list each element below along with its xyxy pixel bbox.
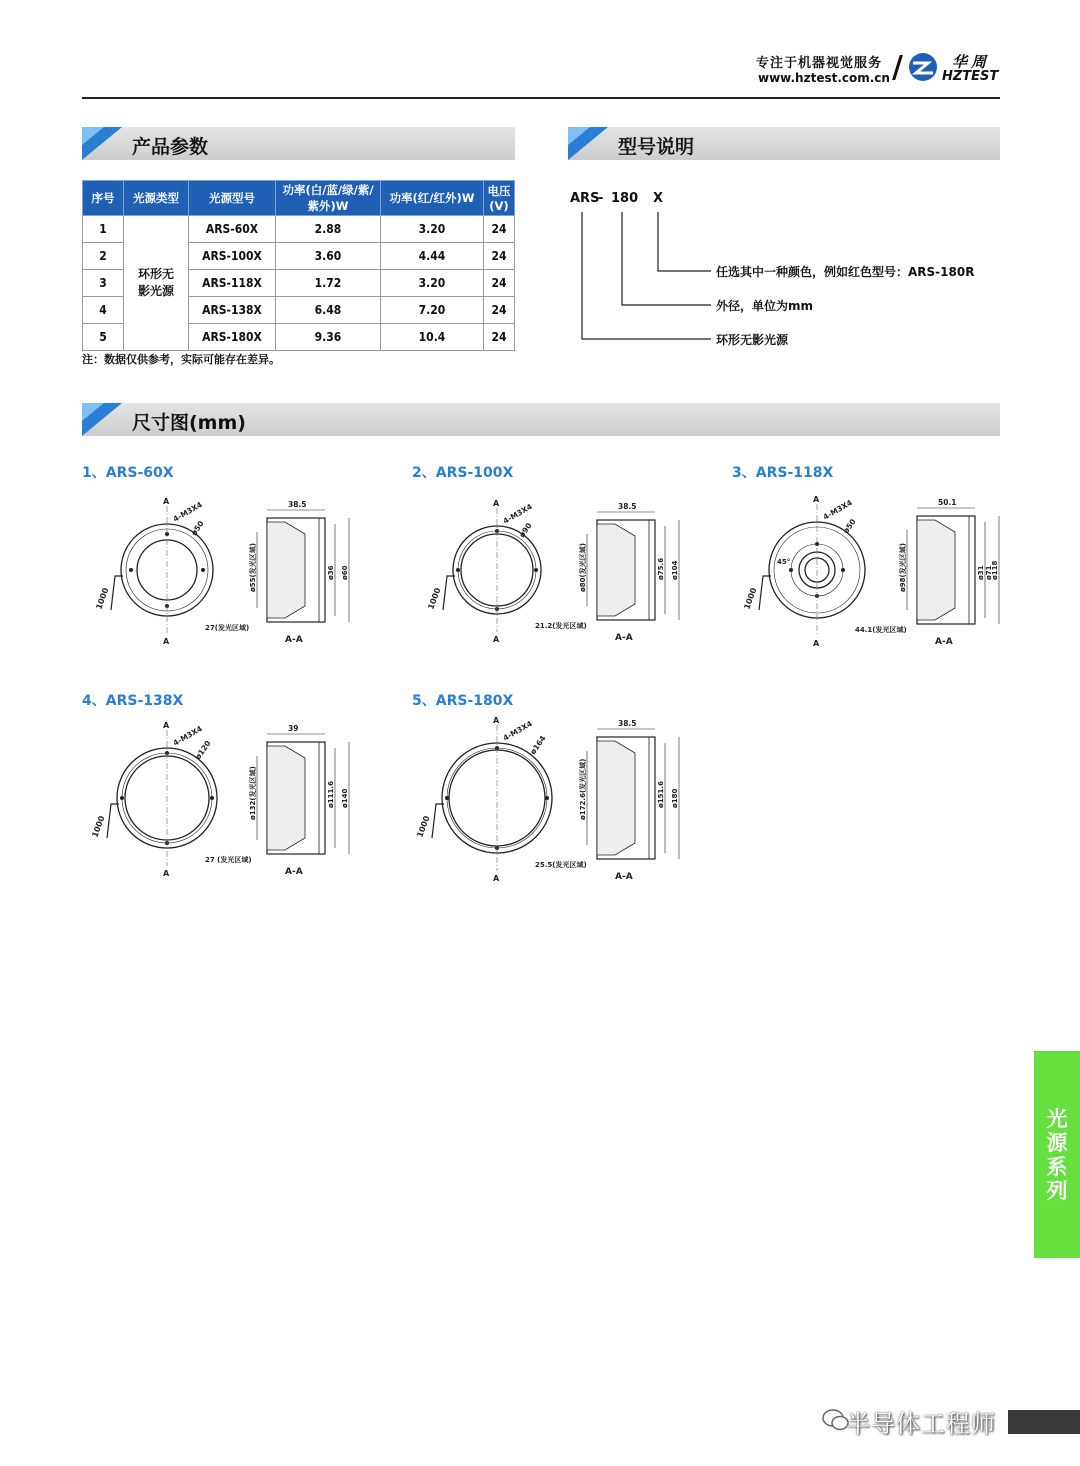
bottom-dim-label: 27 (发光区域) bbox=[205, 856, 252, 864]
section-view bbox=[257, 734, 349, 854]
table-note: 注：数据仅供参考，实际可能存在差异。 bbox=[82, 353, 280, 366]
hole-spec-label: 4-M3X4 bbox=[501, 501, 534, 526]
cell-model: ARS-138X bbox=[189, 297, 276, 324]
cell-p2: 4.44 bbox=[381, 243, 484, 270]
model-desc-size: 外径，单位为mm bbox=[716, 299, 814, 313]
section-marker-a: A bbox=[813, 639, 820, 648]
drawing-title: 3、ARS-118X bbox=[732, 465, 834, 481]
section-marker-a: A bbox=[163, 497, 170, 506]
section-label: A-A bbox=[285, 635, 303, 645]
cell-v: 24 bbox=[484, 243, 515, 270]
width-label: 38.5 bbox=[288, 500, 307, 509]
section-marker-icon bbox=[568, 127, 608, 160]
bottom-dim-label: 21.2(发光区域) bbox=[535, 622, 587, 630]
section-view bbox=[587, 729, 679, 859]
bottom-dim-label: 27(发光区域) bbox=[205, 624, 250, 632]
inner-diameter-label: ø31 bbox=[977, 565, 985, 580]
section-marker-a: A bbox=[163, 721, 170, 730]
outer-diameter-label: ø140 bbox=[341, 788, 349, 808]
table-row bbox=[83, 216, 515, 243]
section-bar-model bbox=[568, 127, 1000, 160]
section-view bbox=[257, 510, 349, 622]
emitting-diameter-label: ø98(发光区域) bbox=[899, 543, 907, 592]
mid-diameter-label: ø71 bbox=[985, 565, 993, 580]
section-title-params: 产品参数 bbox=[132, 136, 209, 158]
model-code-color: X bbox=[653, 191, 664, 206]
section-marker-a: A bbox=[493, 874, 500, 883]
section-marker-a: A bbox=[493, 499, 500, 508]
section-label: A-A bbox=[935, 637, 953, 647]
cell-no: 4 bbox=[83, 297, 124, 324]
th-type: 光源类型 bbox=[124, 181, 189, 216]
mount-hole bbox=[210, 796, 214, 800]
mount-hole bbox=[120, 796, 124, 800]
emitting-diameter-label: ø132(发光区域) bbox=[249, 766, 257, 820]
cable bbox=[759, 576, 771, 610]
cable-length-label: 1000 bbox=[94, 586, 111, 611]
brand-name-cn: 华周 bbox=[952, 53, 991, 71]
section-marker-a: A bbox=[163, 637, 170, 646]
outer-diameter-label: ø60 bbox=[341, 565, 349, 580]
page-corner-block bbox=[1008, 1410, 1080, 1434]
hole-spec-label: 4-M3X4 bbox=[171, 499, 204, 524]
model-leader-lines bbox=[575, 208, 715, 344]
cable bbox=[107, 804, 119, 838]
pitch-diameter-label: ø164 bbox=[528, 733, 548, 757]
pitch-diameter-label: ø120 bbox=[193, 738, 213, 762]
cell-p1: 9.36 bbox=[276, 324, 381, 351]
mount-hole bbox=[201, 568, 205, 572]
section-bar-dims bbox=[82, 403, 1000, 436]
section-marker-a: A bbox=[493, 635, 500, 644]
side-tab-light-series[interactable] bbox=[1034, 1051, 1080, 1258]
section-view bbox=[587, 512, 679, 620]
inner-diameter-label: ø75.6 bbox=[657, 557, 665, 580]
side-tab-label: 光源系列 bbox=[1046, 1107, 1068, 1203]
mount-hole bbox=[789, 568, 793, 572]
angle-label: 45° bbox=[777, 558, 791, 566]
emitting-diameter-label: ø172.6(发光区域) bbox=[579, 758, 587, 820]
section-label: A-A bbox=[615, 633, 633, 643]
section-marker-a: A bbox=[493, 716, 500, 725]
model-code-dash: - bbox=[598, 191, 604, 206]
model-code-prefix: ARS bbox=[570, 191, 600, 206]
outer-diameter-label: ø104 bbox=[671, 560, 679, 580]
inner-diameter-label: ø36 bbox=[327, 565, 335, 580]
cell-v: 24 bbox=[484, 324, 515, 351]
th-model: 光源型号 bbox=[189, 181, 276, 216]
cell-v: 24 bbox=[484, 216, 515, 243]
cell-p2: 7.20 bbox=[381, 297, 484, 324]
mount-hole bbox=[456, 568, 460, 572]
hole-spec-label: 4-M3X4 bbox=[821, 497, 854, 522]
cell-model: ARS-180X bbox=[189, 324, 276, 351]
mount-hole bbox=[129, 568, 133, 572]
cable-length-label: 1000 bbox=[415, 814, 432, 839]
mount-hole bbox=[534, 568, 538, 572]
th-voltage: 电压(V) bbox=[484, 181, 515, 216]
mount-hole bbox=[545, 796, 549, 800]
section-marker-icon bbox=[82, 127, 122, 160]
bottom-dim-label: 25.5(发光区域) bbox=[535, 861, 587, 869]
cell-v: 24 bbox=[484, 270, 515, 297]
pitch-diameter-label: ø50 bbox=[189, 519, 206, 538]
table-header-row bbox=[83, 181, 515, 216]
drawing-title: 2、ARS-100X bbox=[412, 465, 514, 481]
cable-length-label: 1000 bbox=[90, 814, 107, 839]
cell-no: 5 bbox=[83, 324, 124, 351]
cell-p1: 2.88 bbox=[276, 216, 381, 243]
section-marker-a: A bbox=[163, 869, 170, 878]
th-power-2: 功率(红/红外)W bbox=[381, 181, 484, 216]
mount-hole bbox=[445, 796, 449, 800]
cable bbox=[432, 804, 444, 838]
drawing-5 bbox=[412, 710, 682, 890]
emitting-diameter-label: ø80(发光区域) bbox=[579, 543, 587, 592]
spec-table bbox=[82, 180, 515, 351]
drawing-title: 4、ARS-138X bbox=[82, 693, 184, 709]
cell-no: 3 bbox=[83, 270, 124, 297]
inner-diameter-label: ø111.6 bbox=[327, 781, 335, 808]
th-power-1: 功率(白/蓝/绿/紫/紫外)W bbox=[276, 181, 381, 216]
section-label: A-A bbox=[615, 872, 633, 882]
pitch-diameter-label: ø90 bbox=[517, 521, 534, 540]
header-rule bbox=[82, 97, 1000, 99]
drawing-3 bbox=[732, 482, 1002, 662]
emitting-diameter-label: ø55(发光区域) bbox=[249, 543, 257, 592]
mount-hole bbox=[841, 568, 845, 572]
cell-model: ARS-100X bbox=[189, 243, 276, 270]
pitch-diameter-label: ø50 bbox=[841, 517, 858, 536]
watermark-text: 半导体工程师 bbox=[846, 1410, 996, 1438]
width-label: 39 bbox=[288, 724, 299, 733]
header-divider: / bbox=[892, 50, 903, 85]
model-code-size: 180 bbox=[611, 191, 639, 206]
cell-type: 环形无影光源 bbox=[124, 216, 189, 351]
width-label: 50.1 bbox=[938, 498, 957, 507]
hztest-logo-icon bbox=[908, 52, 938, 82]
section-title-dims: 尺寸图(mm) bbox=[132, 412, 246, 434]
cell-p1: 6.48 bbox=[276, 297, 381, 324]
cell-p1: 1.72 bbox=[276, 270, 381, 297]
hole-spec-label: 4-M3X4 bbox=[501, 718, 534, 743]
cell-p2: 3.20 bbox=[381, 216, 484, 243]
cell-p2: 10.4 bbox=[381, 324, 484, 351]
section-label: A-A bbox=[285, 867, 303, 877]
section-bar-params bbox=[82, 127, 515, 160]
header-url[interactable]: www.hztest.com.cn bbox=[758, 71, 890, 85]
section-marker-a: A bbox=[813, 495, 820, 504]
cell-p1: 3.60 bbox=[276, 243, 381, 270]
cell-model: ARS-60X bbox=[189, 216, 276, 243]
header-slogan: 专注于机器视觉服务 bbox=[756, 56, 883, 71]
cell-p2: 3.20 bbox=[381, 270, 484, 297]
cell-model: ARS-118X bbox=[189, 270, 276, 297]
model-desc-color: 任选其中一种颜色，例如红色型号：ARS-180R bbox=[716, 265, 975, 279]
outer-diameter-label: ø118 bbox=[991, 560, 999, 580]
drawing-title: 5、ARS-180X bbox=[412, 693, 514, 709]
outer-diameter-label: ø180 bbox=[671, 788, 679, 808]
cable bbox=[111, 576, 123, 610]
bottom-dim-label: 44.1(发光区域) bbox=[855, 626, 907, 634]
cell-v: 24 bbox=[484, 297, 515, 324]
cable bbox=[443, 576, 455, 610]
model-desc-type: 环形无影光源 bbox=[716, 333, 789, 347]
th-no: 序号 bbox=[83, 181, 124, 216]
width-label: 38.5 bbox=[618, 502, 637, 511]
inner-ring bbox=[449, 750, 545, 846]
cell-no: 1 bbox=[83, 216, 124, 243]
drawing-2 bbox=[412, 482, 682, 662]
width-label: 38.5 bbox=[618, 719, 637, 728]
drawing-4 bbox=[82, 710, 352, 890]
brand-name-en: HZTEST bbox=[942, 69, 999, 84]
cable-length-label: 1000 bbox=[742, 586, 759, 611]
inner-diameter-label: ø151.6 bbox=[657, 781, 665, 808]
section-marker-icon bbox=[82, 403, 122, 436]
drawing-1 bbox=[82, 482, 352, 662]
hole-spec-label: 4-M3X4 bbox=[171, 723, 204, 748]
section-title-model: 型号说明 bbox=[618, 136, 695, 158]
cable-length-label: 1000 bbox=[426, 586, 443, 611]
cell-no: 2 bbox=[83, 243, 124, 270]
drawing-title: 1、ARS-60X bbox=[82, 465, 174, 481]
